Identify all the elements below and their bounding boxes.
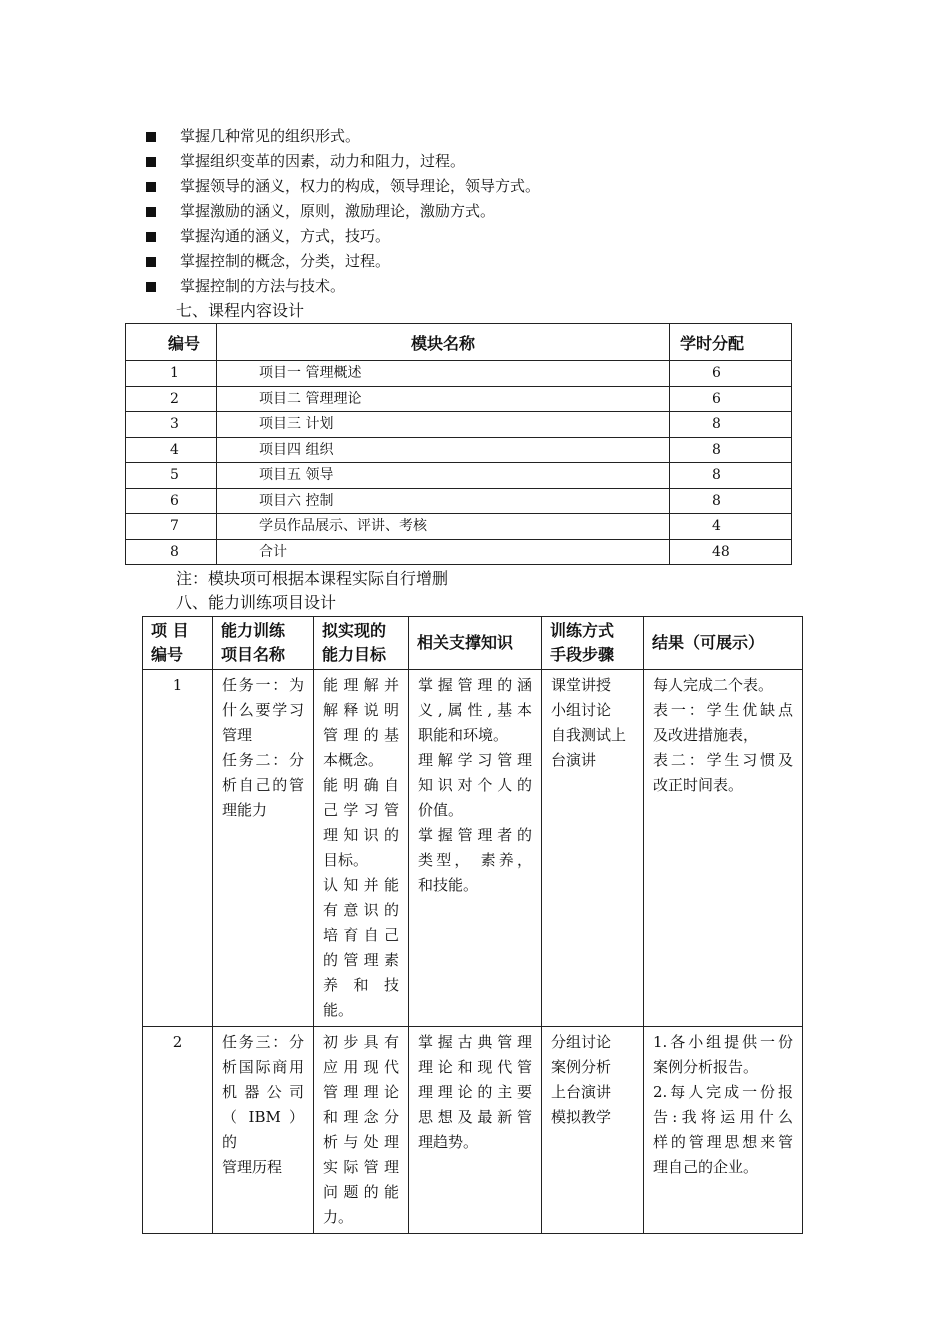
cell-line: 每人完成二个表。 — [653, 676, 774, 694]
cell-line: 任务三：分 — [222, 1033, 304, 1051]
cell-line: 案例分析 — [551, 1058, 612, 1076]
cell-line: 表一：学生优缺点 — [653, 701, 793, 719]
cell-line: 机 器 公 司 — [222, 1083, 304, 1101]
table-row — [126, 386, 792, 412]
cell-line: 问题的能 — [323, 1183, 399, 1201]
header-result: 结果（可展示） — [644, 617, 803, 670]
table-note: 注：模块项可根据本课程实际自行增删 — [176, 569, 449, 588]
header-hours: 学时分配 — [670, 324, 792, 361]
list-item-text: 掌握控制的概念，分类，过程。 — [180, 252, 391, 270]
course-content-table — [125, 323, 792, 565]
cell-line: 任务一：为 — [222, 676, 304, 694]
cell-line: 和理念分 — [323, 1108, 399, 1126]
cell-line: 理自己的企业。 — [653, 1158, 759, 1176]
list-item-text: 掌握组织变革的因素，动力和阻力，过程。 — [180, 152, 466, 170]
header-method — [542, 617, 644, 670]
table-row — [126, 437, 792, 463]
list-item-text: 掌握激励的涵义，原则，激励理论，激励方式。 — [180, 202, 496, 220]
cell-line: 任务二：分 — [222, 751, 304, 769]
cell-line: 析国际商用 — [222, 1058, 304, 1076]
table-header-row — [126, 324, 792, 361]
list-item — [144, 199, 844, 224]
table-row — [126, 463, 792, 489]
header-line: 手段步骤 — [550, 645, 615, 664]
cell-line: 表二：学生习惯及 — [653, 751, 793, 769]
cell-line: 义,属性,基本 — [418, 701, 532, 719]
cell-hours: 8 — [670, 437, 792, 463]
cell-line: 改正时间表。 — [653, 776, 744, 794]
cell-line: 理趋势。 — [418, 1133, 479, 1151]
header-module-name: 模块名称 — [217, 324, 670, 361]
table-row — [126, 488, 792, 514]
table-row — [126, 514, 792, 540]
cell-module-name: 项目五 领导 — [217, 463, 670, 489]
list-item-text: 掌握几种常见的组织形式。 — [180, 127, 361, 145]
cell-knowledge — [409, 670, 542, 1027]
header-line: 训练方式 — [550, 621, 615, 640]
cell-hours: 8 — [670, 412, 792, 438]
cell-module-name: 项目三 计划 — [217, 412, 670, 438]
cell-id: 8 — [126, 539, 217, 565]
section-8-title: 八、能力训练项目设计 — [176, 593, 337, 612]
cell-line: 析与处理 — [323, 1133, 399, 1151]
cell-line: 析自己的管 — [222, 776, 304, 794]
cell-hours: 48 — [670, 539, 792, 565]
cell-hours: 4 — [670, 514, 792, 540]
cell-ability-goal — [314, 670, 409, 1027]
cell-line: 思想及最新管 — [418, 1108, 532, 1126]
cell-line: 解释说明 — [323, 701, 399, 719]
cell-line: 理能力 — [222, 801, 268, 819]
cell-line: 理理论的主要 — [418, 1083, 532, 1101]
cell-method — [542, 1027, 644, 1234]
cell-line: 养 和 技 — [323, 976, 399, 994]
cell-line: 价值。 — [418, 801, 464, 819]
cell-line: 理解学习管理 — [418, 751, 532, 769]
objective-list — [144, 124, 844, 299]
cell-id: 2 — [126, 386, 217, 412]
header-line: 编号 — [151, 645, 184, 664]
cell-project-id: 1 — [143, 670, 213, 1027]
cell-line: 课堂讲授 — [551, 676, 612, 694]
cell-result — [644, 1027, 803, 1234]
cell-module-name: 项目二 管理理论 — [217, 386, 670, 412]
cell-module-name: 合计 — [217, 539, 670, 565]
table-row — [143, 670, 803, 1027]
list-item — [144, 224, 844, 249]
cell-line: 实际管理 — [323, 1158, 399, 1176]
cell-line: 知识对个人的 — [418, 776, 532, 794]
cell-line: 有意识的 — [323, 901, 399, 919]
list-item — [144, 149, 844, 174]
table-row — [126, 539, 792, 565]
cell-line: 初步具有 — [323, 1033, 399, 1051]
cell-module-name: 项目一 管理概述 — [217, 361, 670, 387]
cell-line: 管理的基 — [323, 726, 399, 744]
cell-id: 6 — [126, 488, 217, 514]
cell-line: 自我测试上 — [551, 726, 627, 744]
cell-line: 应用现代 — [323, 1058, 399, 1076]
cell-line: 类型， 素养， — [418, 851, 532, 869]
cell-line: 本概念。 — [323, 751, 384, 769]
header-line: 能力训练 — [221, 621, 286, 640]
square-bullet-icon — [146, 182, 156, 192]
cell-line: 案例分析报告。 — [653, 1058, 759, 1076]
cell-method — [542, 670, 644, 1027]
header-line: 项目名称 — [221, 645, 286, 664]
cell-project-id: 2 — [143, 1027, 213, 1234]
list-item — [144, 274, 844, 299]
header-ability-goal — [314, 617, 409, 670]
cell-line: 的管理素 — [323, 951, 399, 969]
cell-hours: 6 — [670, 361, 792, 387]
table-header-row — [143, 617, 803, 670]
square-bullet-icon — [146, 232, 156, 242]
cell-line: 及改进措施表， — [653, 726, 759, 744]
cell-line: 掌握管理者的 — [418, 826, 532, 844]
cell-project-name — [213, 670, 314, 1027]
cell-line: 台演讲 — [551, 751, 597, 769]
cell-hours: 8 — [670, 488, 792, 514]
cell-hours: 6 — [670, 386, 792, 412]
square-bullet-icon — [146, 257, 156, 267]
cell-line: 告:我将运用什么 — [653, 1108, 793, 1126]
training-project-table — [142, 616, 803, 1234]
cell-module-name: 项目四 组织 — [217, 437, 670, 463]
cell-module-name: 学员作品展示、评讲、考核 — [217, 514, 670, 540]
list-item-text: 掌握控制的方法与技术。 — [180, 277, 346, 295]
cell-line: 2.每人完成一份报 — [653, 1083, 793, 1101]
header-line: 拟实现的 — [322, 621, 387, 640]
cell-line: 什么要学习 — [222, 701, 304, 719]
cell-line: 能理解并 — [323, 676, 399, 694]
cell-hours: 8 — [670, 463, 792, 489]
header-line: 项 目 — [151, 621, 189, 640]
cell-line: 上台演讲 — [551, 1083, 612, 1101]
cell-line: 分组讨论 — [551, 1033, 612, 1051]
section-7-title: 七、课程内容设计 — [176, 301, 305, 320]
list-item — [144, 249, 844, 274]
cell-line: 掌握管理的涵 — [418, 676, 532, 694]
table-row — [126, 361, 792, 387]
cell-line: 目标。 — [323, 851, 369, 869]
list-item-text: 掌握领导的涵义，权力的构成，领导理论，领导方式。 — [180, 177, 541, 195]
cell-line: （ IBM ） 的 — [222, 1108, 304, 1151]
cell-line: 1.各小组提供一份 — [653, 1033, 793, 1051]
cell-id: 7 — [126, 514, 217, 540]
cell-line: 和技能。 — [418, 876, 479, 894]
cell-line: 职能和环境。 — [418, 726, 509, 744]
cell-id: 1 — [126, 361, 217, 387]
header-line: 能力目标 — [322, 645, 387, 664]
cell-line: 己学习管 — [323, 801, 399, 819]
cell-project-name — [213, 1027, 314, 1234]
header-project-name — [213, 617, 314, 670]
cell-line: 理论和现代管 — [418, 1058, 532, 1076]
header-id: 编号 — [126, 324, 217, 361]
square-bullet-icon — [146, 282, 156, 292]
cell-line: 能明确自 — [323, 776, 399, 794]
cell-line: 小组讨论 — [551, 701, 612, 719]
cell-line: 理知识的 — [323, 826, 399, 844]
header-knowledge: 相关支撑知识 — [409, 617, 542, 670]
cell-ability-goal — [314, 1027, 409, 1234]
list-item-text: 掌握沟通的涵义，方式，技巧。 — [180, 227, 391, 245]
cell-module-name: 项目六 控制 — [217, 488, 670, 514]
table-row — [126, 412, 792, 438]
cell-line: 能。 — [323, 1001, 354, 1019]
cell-line: 模拟教学 — [551, 1108, 612, 1126]
cell-line: 掌握古典管理 — [418, 1033, 532, 1051]
cell-id: 5 — [126, 463, 217, 489]
cell-line: 管理历程 — [222, 1158, 283, 1176]
table-row — [143, 1027, 803, 1234]
cell-line: 培育自己 — [323, 926, 399, 944]
cell-line: 管理 — [222, 726, 253, 744]
square-bullet-icon — [146, 132, 156, 142]
cell-line: 管理理论 — [323, 1083, 399, 1101]
cell-knowledge — [409, 1027, 542, 1234]
square-bullet-icon — [146, 157, 156, 167]
list-item — [144, 174, 844, 199]
cell-result — [644, 670, 803, 1027]
square-bullet-icon — [146, 207, 156, 217]
header-project-id — [143, 617, 213, 670]
cell-id: 4 — [126, 437, 217, 463]
cell-line: 样的管理思想来管 — [653, 1133, 793, 1151]
cell-line: 认知并能 — [323, 876, 399, 894]
cell-line: 力。 — [323, 1208, 354, 1226]
list-item — [144, 124, 844, 149]
cell-id: 3 — [126, 412, 217, 438]
